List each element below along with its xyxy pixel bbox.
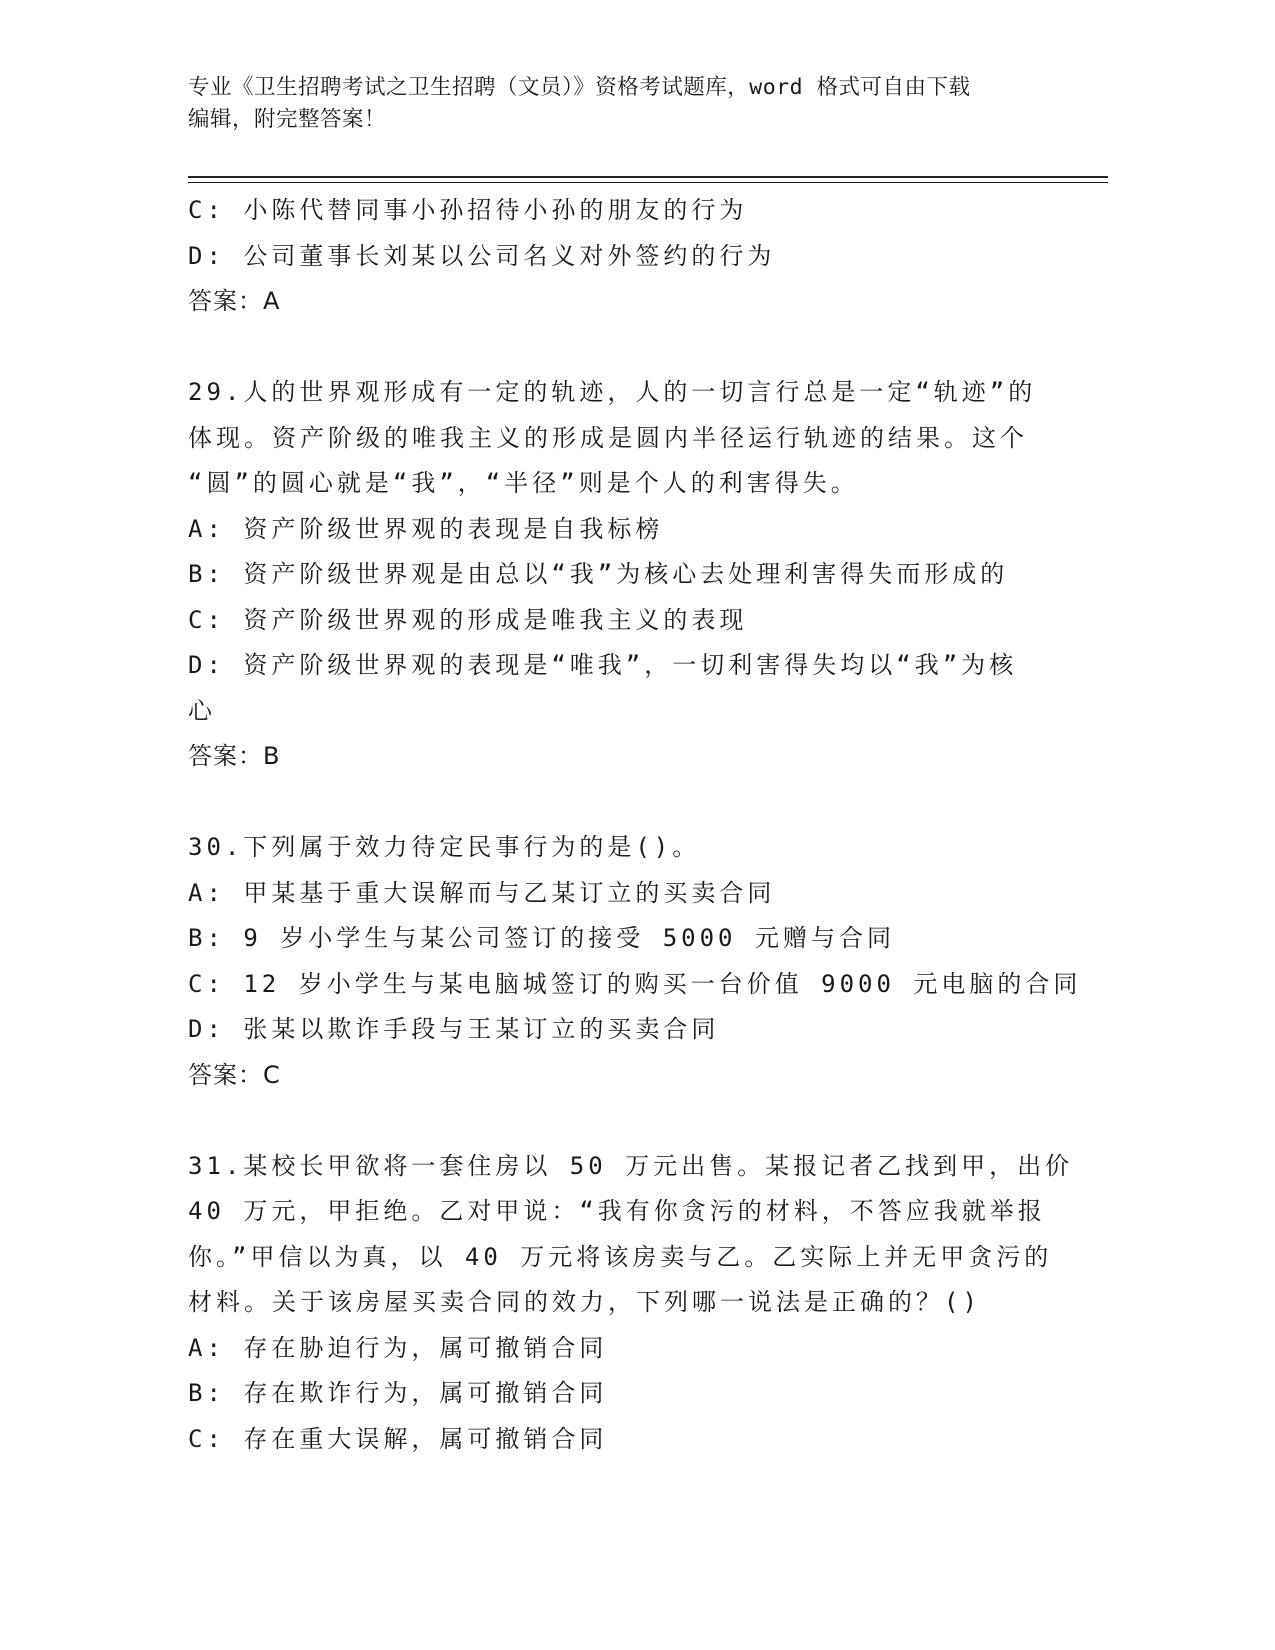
option-c: C: 存在重大误解，属可撤销合同 (188, 1424, 608, 1453)
option-d: D: 张某以欺诈手段与王某订立的买卖合同 (188, 1015, 720, 1043)
option-b: B: 9 岁小学生与某公司签订的接受 5000 元赠与合同 (188, 924, 895, 952)
option-d: D: 资产阶级世界观的表现是“唯我”，一切利害得失均以“我”为核 (188, 651, 1018, 679)
option-c: C: 小陈代替同事小孙招待小孙的朋友的行为 (188, 196, 748, 224)
header-line-1: 专业《卫生招聘考试之卫生招聘（文员）》资格考试题库，word 格式可自由下载 (188, 75, 971, 100)
question-29 (188, 370, 1068, 780)
spacer (188, 780, 1068, 826)
option-d: D: 公司董事长刘某以公司名义对外签约的行为 (188, 241, 776, 270)
answer-line: 答案：B (188, 742, 281, 770)
option-b: B: 资产阶级世界观是由总以“我”为核心去处理利害得失而形成的 (188, 560, 1009, 588)
option-c: C: 12 岁小学生与某电脑城签订的购买一台价值 9000 元电脑的合同 (188, 969, 1082, 998)
header-divider (188, 176, 1108, 183)
question-list (188, 188, 1082, 1462)
option-a: A: 资产阶级世界观的表现是自我标榜 (188, 514, 664, 543)
question-stem-line: 31.某校长甲欲将一套住房以 50 万元出售。某报记者乙找到甲，出价 (188, 1151, 1074, 1180)
option-a: A: 甲某基于重大误解而与乙某订立的买卖合同 (188, 878, 776, 907)
answer-line: 答案：A (188, 287, 281, 315)
document-header (188, 72, 1068, 136)
question-stem-line: 你。”甲信以为真，以 40 万元将该房卖与乙。乙实际上并无甲贪污的 (188, 1242, 1053, 1271)
spacer (188, 325, 1068, 371)
question-stem-line: 40 万元，甲拒绝。乙对甲说：“我有你贪污的材料，不答应我就举报 (188, 1197, 1046, 1225)
question-31 (188, 1144, 1074, 1463)
question-stem-line: 体现。资产阶级的唯我主义的形成是圆内半径运行轨迹的结果。这个 (188, 423, 1028, 452)
question-stem-line: 29.人的世界观形成有一定的轨迹，人的一切言行总是一定“轨迹”的 (188, 378, 1037, 406)
question-stem-line: “圆”的圆心就是“我”，“半径”则是个人的利害得失。 (188, 469, 859, 497)
option-b: B: 存在欺诈行为，属可撤销合同 (188, 1379, 608, 1407)
question-stem-line: 30.下列属于效力待定民事行为的是()。 (188, 833, 701, 861)
spacer (188, 1098, 1068, 1144)
question-30 (188, 825, 1082, 1098)
answer-line: 答案：C (188, 1060, 281, 1089)
option-d-continued: 心 (188, 696, 216, 725)
question-stem-line: 材料。关于该房屋买卖合同的效力，下列哪一说法是正确的？() (188, 1288, 981, 1316)
option-c: C: 资产阶级世界观的形成是唯我主义的表现 (188, 605, 748, 634)
option-a: A: 存在胁迫行为，属可撤销合同 (188, 1333, 608, 1362)
question-28-tail (188, 188, 1068, 325)
header-line-2: 编辑，附完整答案！ (188, 107, 387, 132)
